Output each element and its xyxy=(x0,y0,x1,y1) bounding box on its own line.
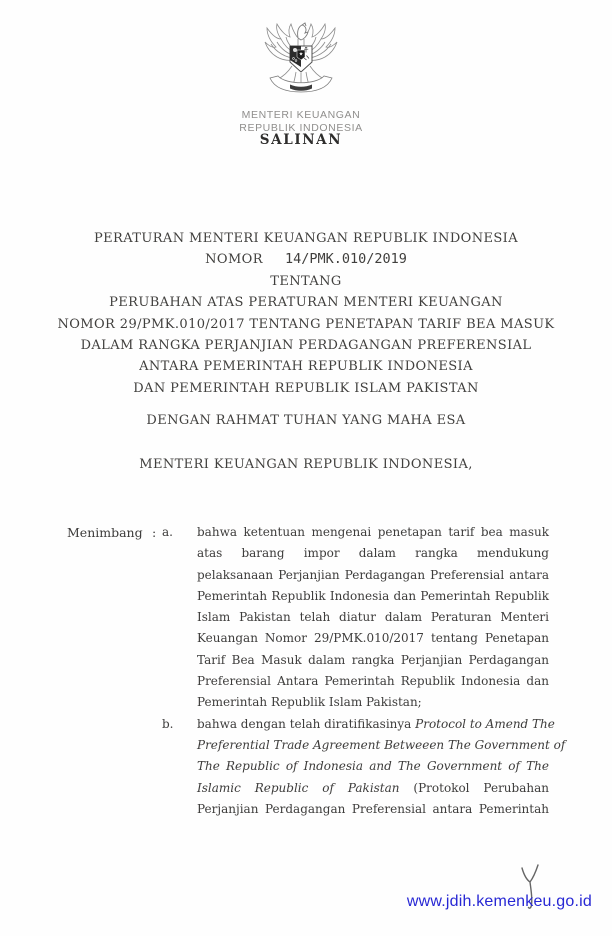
pancasila-shield xyxy=(290,46,312,72)
svg-text:★: ★ xyxy=(298,51,304,58)
body-text-line: Tarif Bea Masuk dalam rangka Perjanjian Perdagangan xyxy=(197,652,549,667)
considerations-separator: : xyxy=(152,525,157,540)
body-text-line: bahwa dengan telah diratifikasinya Protocol to Amend The xyxy=(197,716,555,731)
nomor-label: NOMOR xyxy=(205,252,263,268)
garuda-pancasila-emblem xyxy=(262,22,340,98)
title-line-tentang: TENTANG xyxy=(270,273,342,289)
title-line-8: DAN PEMERINTAH REPUBLIK ISLAM PAKISTAN xyxy=(133,380,479,396)
body-text-line: Islamic Republic of Pakistan (Protokol Perubahan xyxy=(197,780,549,795)
item-marker: a. xyxy=(162,525,173,539)
ministry-name-line2: REPUBLIK INDONESIA xyxy=(239,121,363,134)
body-text-line: pelaksanaan Perjanjian Perdagangan Preferensial antara xyxy=(197,567,549,582)
body-text-line: Pemerintah Republik Islam Pakistan; xyxy=(197,695,422,710)
title-line-4: PERUBAHAN ATAS PERATURAN MENTERI KEUANGAN xyxy=(109,295,503,311)
nomor-value: 14/PMK.010/2019 xyxy=(284,251,407,268)
body-text-line: Perjanjian Perdagangan Preferensial antara Pemerintah xyxy=(197,801,549,816)
title-line-5: NOMOR 29/PMK.010/2017 TENTANG PENETAPAN TARIF BEA MASUK xyxy=(57,316,555,332)
invocation-line: DENGAN RAHMAT TUHAN YANG MAHA ESA xyxy=(146,413,466,428)
consideration-item xyxy=(162,522,566,714)
title-line-1: PERATURAN MENTERI KEUANGAN REPUBLIK INDONESIA xyxy=(93,231,518,246)
website-link[interactable]: www.jdih.kemenkeu.go.id xyxy=(406,893,592,910)
considerations-items xyxy=(162,522,566,820)
body-text-line: Keuangan Nomor 29/PMK.010/2017 tentang Penetapan xyxy=(197,631,549,646)
body-text-line: Preferensial Antara Pemerintah Republik Indonesia dan xyxy=(197,674,549,689)
body-text-line: bahwa ketentuan mengenai penetapan tarif bea masuk xyxy=(197,525,549,539)
item-marker: b. xyxy=(162,716,174,731)
consideration-item xyxy=(162,714,566,820)
garuda-head xyxy=(298,23,308,46)
body-text-line: Pemerintah Republik Indonesia dan Pemerintah Republik xyxy=(197,588,549,603)
authority-line: MENTERI KEUANGAN REPUBLIK INDONESIA, xyxy=(139,457,473,472)
body-text-line: Islam Pakistan telah diatur dalam Peraturan Menteri xyxy=(197,610,549,625)
title-line-7: ANTARA PEMERINTAH REPUBLIK INDONESIA xyxy=(139,359,473,375)
body-text-line: Preferential Trade Agreement Betweeen The Government of xyxy=(197,737,566,752)
regulation-number-line xyxy=(0,249,612,270)
title-line-6: DALAM RANGKA PERJANJIAN PERDAGANGAN PREFERENSIAL xyxy=(80,337,532,353)
considerations-label: Menimbang xyxy=(67,525,143,540)
ministry-name-line1: MENTERI KEUANGAN xyxy=(241,109,361,121)
copy-stamp-label: SALINAN xyxy=(259,132,343,148)
regulation-title-block xyxy=(0,228,612,399)
body-text-line: atas barang impor dalam rangka mendukung xyxy=(197,546,549,561)
body-text-line: The Republic of Indonesia and The Government of The xyxy=(197,759,549,774)
